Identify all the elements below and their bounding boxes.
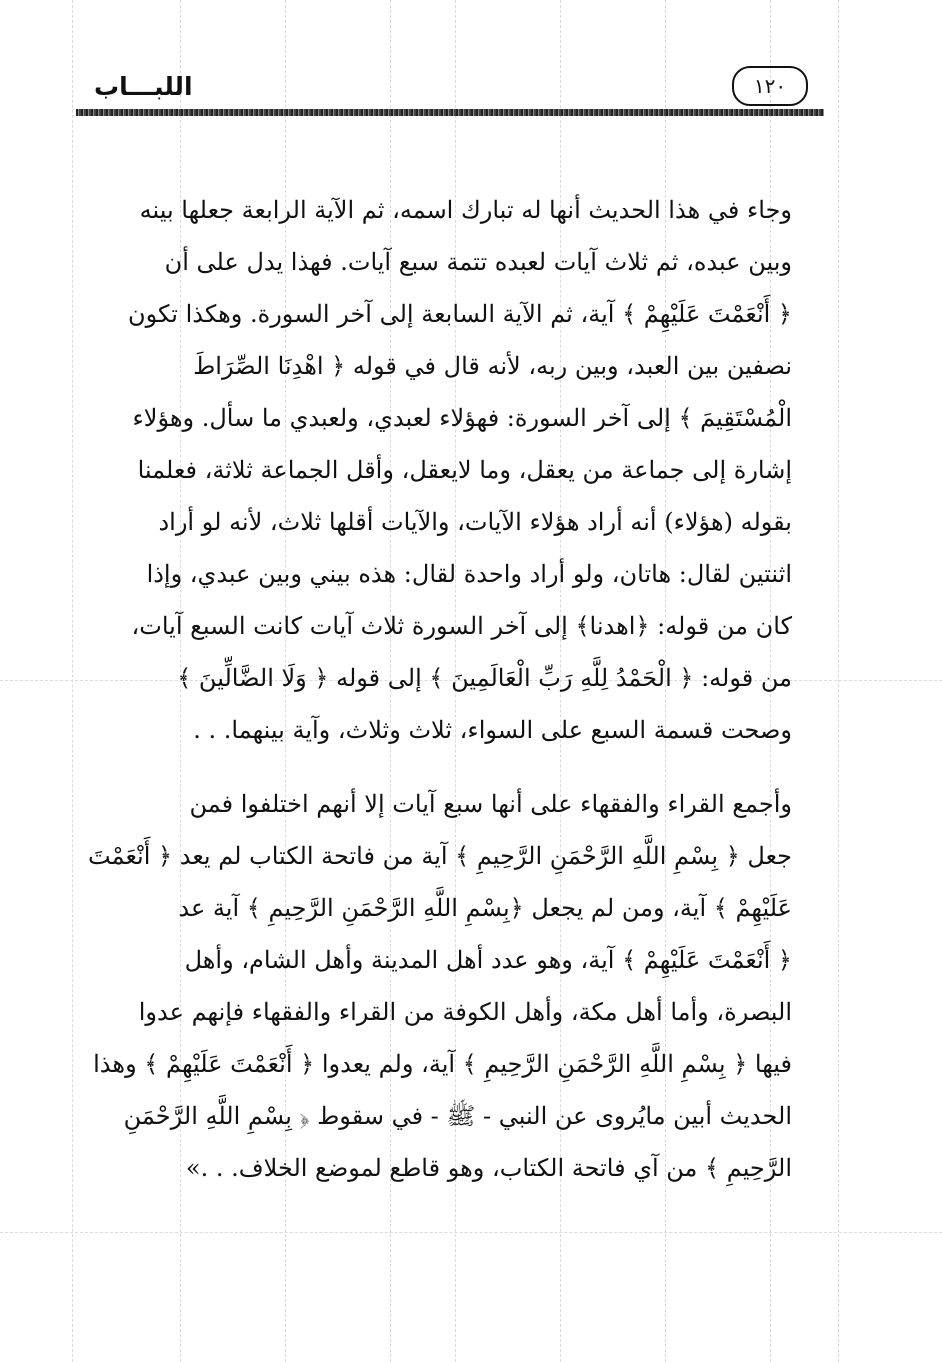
text-line: ﴿ أَنْعَمْتَ عَلَيْهِمْ ﴾ آية، ثم الآية السابعة إلى آخر السورة. وهكذا تكون: [128, 300, 792, 328]
text-line: نصفين بين العبد، وبين ربه، لأنه قال في قوله ﴿ اهْدِنَا الصِّرَاطَ: [193, 352, 792, 380]
text-line: جعل ﴿ بِسْمِ اللَّهِ الرَّحْمَنِ الرَّحِيمِ ﴾ آية من فاتحة الكتاب لم يعد ﴿ أَنْعَمْتَ: [88, 842, 792, 870]
text-line: عَلَيْهِمْ ﴾ آية، ومن لم يجعل ﴿بِسْمِ اللَّهِ الرَّحْمَنِ الرَّحِيمِ ﴾ آية عد: [178, 894, 792, 922]
text-line: البصرة، وأما أهل مكة، وأهل الكوفة من القراء والفقهاء فإنهم عدوا: [138, 998, 792, 1026]
text-line: الْمُسْتَقِيمَ ﴾ إلى آخر السورة: فهؤلاء لعبدي، ولعبدي ما سأل. وهؤلاء: [132, 404, 792, 432]
page-header: [76, 62, 824, 116]
text-line: كان من قوله: ﴿اهدنا﴾ إلى آخر السورة ثلاث آيات كانت السبع آيات،: [131, 612, 792, 640]
guide-line: [72, 0, 73, 1362]
paragraph-1: [80, 184, 820, 756]
guide-line: [0, 1232, 942, 1233]
text-line: وبين عبده، ثم ثلاث آيات لعبده تتمة سبع آيات. فهذا يدل على أن: [164, 248, 792, 276]
text-line: الحديث أبين مايُروى عن النبي - ﷺ - في سقوط ﴿ بِسْمِ اللَّهِ الرَّحْمَنِ: [123, 1102, 792, 1130]
page-number: ١٢٠: [732, 66, 808, 106]
page-content: [80, 184, 820, 1194]
text-line: وأجمع القراء والفقهاء على أنها سبع آيات إلا أنهم اختلفوا فمن: [189, 790, 792, 818]
book-title: اللبـــاب: [94, 72, 193, 101]
text-line: بقوله (هؤلاء) أنه أراد هؤلاء الآيات، والآيات أقلها ثلاث، لأنه لو أراد: [158, 508, 792, 536]
text-line: وجاء في هذا الحديث أنها له تبارك اسمه، ثم الآية الرابعة جعلها بينه: [139, 196, 792, 224]
text-line: إشارة إلى جماعة من يعقل، وما لايعقل، وأقل الجماعة ثلاثة، فعلمنا: [137, 456, 792, 484]
text-line: وصحت قسمة السبع على السواء، ثلاث وثلاث، وآية بينهما. . .: [193, 716, 792, 744]
paragraph-2: [80, 778, 820, 1194]
text-line: فيها ﴿ بِسْمِ اللَّهِ الرَّحْمَنِ الرَّحِيمِ ﴾ آية، ولم يعدوا ﴿ أَنْعَمْتَ عَلَيْهِمْ ﴾ وهذا: [93, 1050, 792, 1078]
text-line: الرَّحِيمِ ﴾ من آي فاتحة الكتاب، وهو قاطع لموضع الخلاف. . .»: [185, 1154, 792, 1182]
header-rule: [76, 109, 824, 116]
text-line: ﴿ أَنْعَمْتَ عَلَيْهِمْ ﴾ آية، وهو عدد أهل المدينة وأهل الشام، وأهل: [184, 946, 792, 974]
text-line: من قوله: ﴿ الْحَمْدُ لِلَّهِ رَبِّ الْعَالَمِينَ ﴾ إلى قوله ﴿ وَلَا الضَّالِّينَ ﴾: [177, 664, 792, 692]
guide-line: [838, 0, 839, 1362]
text-line: اثنتين لقال: هاتان، ولو أراد واحدة لقال: هذه بيني وبين عبدي، وإذا: [146, 560, 792, 588]
